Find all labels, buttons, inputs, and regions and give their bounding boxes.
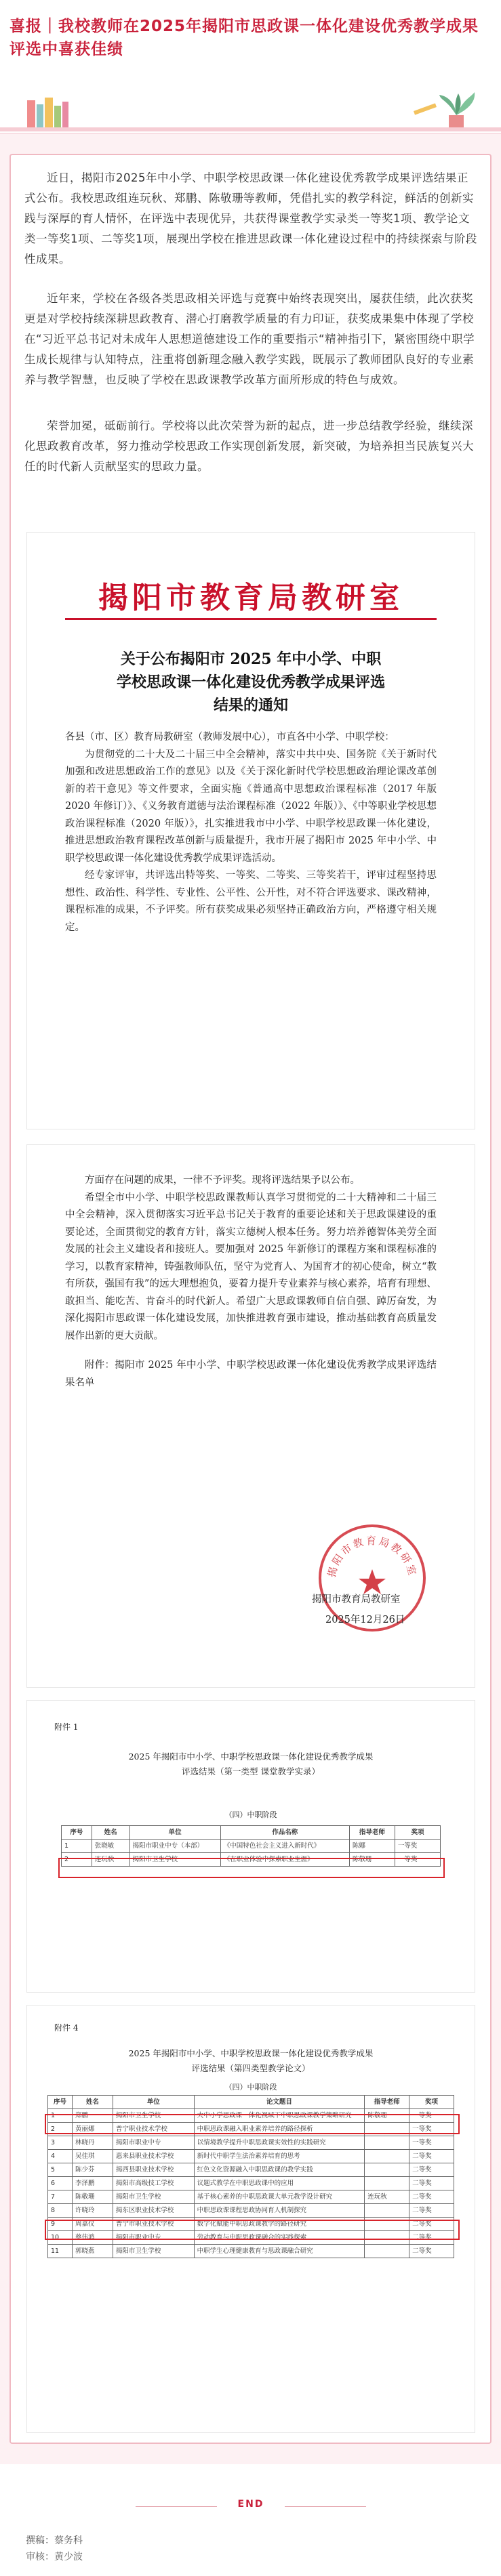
table-row bbox=[48, 2204, 454, 2218]
highlight-box bbox=[45, 2220, 460, 2240]
table-cell: 揭阳市职业中专 bbox=[113, 2136, 194, 2150]
notice-salutation: 各县（市、区）教育局教研室（教师发展中心），市直各中小学、中职学校： bbox=[65, 732, 395, 743]
table-cell: 11 bbox=[48, 2245, 73, 2258]
table-cell: 基于核心素养的中职思政课大单元教学设计研究 bbox=[194, 2190, 365, 2204]
author-label: 撰稿： bbox=[26, 2535, 54, 2546]
table-row bbox=[48, 2190, 454, 2204]
table-cell: 揭阳市卫生学校 bbox=[113, 2109, 194, 2123]
table-cell: 连玩秋 bbox=[365, 2190, 409, 2204]
notice-body-page-2 bbox=[65, 1172, 437, 1392]
table-header-row bbox=[62, 1826, 441, 1840]
table-cell: 揭阳市职业中专（本部） bbox=[129, 1840, 220, 1853]
table-header: 序号 bbox=[62, 1826, 92, 1840]
table-cell: 揭阳市卫生学校 bbox=[113, 2190, 194, 2204]
table-header: 单位 bbox=[113, 2096, 194, 2109]
attachment-4-title bbox=[68, 2046, 434, 2076]
table-cell: 议题式教学在中职思政课中的应用 bbox=[194, 2177, 365, 2190]
table-cell: 二等奖 bbox=[409, 2150, 454, 2163]
table-cell: 普宁市职业技术学校 bbox=[113, 2218, 194, 2231]
attachment-1-label: 附件 1 bbox=[54, 1722, 79, 1732]
table-cell: 一等奖 bbox=[409, 2136, 454, 2150]
table-cell: 劳动教育与中职思政课融合的实践探索 bbox=[194, 2231, 365, 2245]
table-cell: 揭西县职业技术学校 bbox=[113, 2163, 194, 2177]
attachment-1-title bbox=[68, 1749, 434, 1779]
pencil-icon bbox=[414, 103, 437, 115]
table-cell: 吴佳琪 bbox=[72, 2150, 113, 2163]
table-cell: 4 bbox=[48, 2150, 73, 2163]
books-icon bbox=[27, 98, 68, 127]
table-cell: 蔡伟鸿 bbox=[72, 2231, 113, 2245]
table-header: 指导老师 bbox=[365, 2096, 409, 2109]
reviewer-label: 审核： bbox=[26, 2552, 54, 2562]
table-cell: 二等奖 bbox=[409, 2177, 454, 2190]
attachment-1-page bbox=[27, 1701, 475, 1992]
attachment-4-title-line-2: 评选结果（第四类型教学论文） bbox=[191, 2063, 310, 2073]
notice-org-header: 揭阳市教育局教研室 bbox=[98, 581, 403, 615]
table-header: 论文题目 bbox=[194, 2096, 365, 2109]
table-cell: 中职学生心理健康教育与思政课融合研究 bbox=[194, 2245, 365, 2258]
end-label: END bbox=[237, 2499, 264, 2510]
table-cell: 二等奖 bbox=[409, 2190, 454, 2204]
attachment-1-title-line-2: 评选结果（第一类型 课堂教学实录） bbox=[182, 1766, 320, 1777]
end-divider-line bbox=[136, 2506, 217, 2507]
article-paragraph-1: 近日，揭阳市2025年中小学、中职学校思政课一体化建设优秀教学成果评选结果正式公布。我校思政组连玩秋、郑鹏、陈敬珊等教师，凭借扎实的教学科淀，鲜活的创新实践与深厚的育人情怀，在评选中表现优异，共获得课堂教学实录类一等奖1项、教学论文类一等奖1项、二等奖1项，展现出学校在推进思政课一体化建设过程中的持续探索与阶段性成果。 bbox=[24, 171, 477, 266]
table-row bbox=[48, 2177, 454, 2190]
highlight-box bbox=[58, 1858, 445, 1878]
notice-title-line-1: 关于公布揭阳市 2025 年中小学、中职 bbox=[120, 650, 382, 668]
table-row bbox=[48, 2136, 454, 2150]
notice-title-line-3: 结果的通知 bbox=[213, 697, 288, 714]
article-title: 喜报｜我校教师在2025年揭阳市思政课一体化建设优秀教学成果评选中喜获佳绩 bbox=[9, 18, 479, 58]
table-cell: 揭阳市职业中专 bbox=[113, 2231, 194, 2245]
attachment-4-page bbox=[27, 2006, 475, 2432]
table-cell: 数字化赋能中职思政课教学的路径研究 bbox=[194, 2218, 365, 2231]
notice-document-page-2 bbox=[27, 1145, 475, 1687]
table-cell bbox=[365, 2245, 409, 2258]
table-cell: 陈娜 bbox=[349, 1840, 395, 1853]
notice-paragraph-4: 希望全市中小学、中职学校思政课教师认真学习贯彻党的二十大精神和二十届三中全会精神，深入贯彻落实习近平总书记关于教育的重要论述和关于思政课建设的重要论述，全面贯彻党的教育方针，落实立德树人根本任务。努力培养德智体美劳全面发展的社会主义建设者和接班人。要加强对 2025 年新修订的课程方案和课程标准的学习，以教育家精神，铸强教师队伍，坚守为党育人、为国育才的初心使命，树立“教有所获，强国有我”的远大理想抱负，要着力提升专业素养与核心素养，培育有理想、敢担当、能吃苦、肯奋斗的时代新人。希望广大思政课教师自信自强、踔厉奋发，为深化揭阳市思政课一体化建设发展，加快推进教育强市建设，推动基础教育高质量发展作出新的更大贡献。 bbox=[65, 1192, 437, 1342]
table-cell: 陈敬珊 bbox=[365, 2109, 409, 2123]
table-cell: 中职思政课融入职业素养培养的路径探析 bbox=[194, 2123, 365, 2136]
author-name: 蔡务科 bbox=[54, 2535, 83, 2546]
attachment-4-title-line-1: 2025 年揭阳市中小学、中职学校思政课一体化建设优秀教学成果 bbox=[128, 2048, 374, 2058]
highlight-box bbox=[45, 2114, 460, 2134]
table-cell bbox=[365, 2150, 409, 2163]
header-red-rule bbox=[65, 618, 437, 620]
table-cell: 2 bbox=[62, 1853, 92, 1867]
table-cell: 以情境教学提升中职思政课实效性的实践研究 bbox=[194, 2136, 365, 2150]
table-cell: 5 bbox=[48, 2163, 73, 2177]
table-cell: 二等奖 bbox=[409, 2218, 454, 2231]
table-cell: 许晓玲 bbox=[72, 2204, 113, 2218]
table-cell: 一等奖 bbox=[395, 1840, 440, 1853]
plant-icon bbox=[439, 92, 475, 127]
table-cell: 揭阳市卫生学校 bbox=[113, 2245, 194, 2258]
table-cell: 郑鹏 bbox=[72, 2109, 113, 2123]
table-cell: 《中国特色社会主义进入新时代》 bbox=[220, 1840, 349, 1853]
table-cell bbox=[365, 2204, 409, 2218]
notice-document-page-1 bbox=[27, 533, 475, 1129]
table-cell: 连玩秋 bbox=[92, 1853, 129, 1867]
table-cell: 6 bbox=[48, 2177, 73, 2190]
notice-attachment-note: 附件：揭阳市 2025 年中小学、中职学校思政课一体化建设优秀教学成果评选结果名单 bbox=[65, 1360, 437, 1388]
table-cell: 一等奖 bbox=[395, 1853, 440, 1867]
table-cell: 中职思政课课程思政协同育人机制探究 bbox=[194, 2204, 365, 2218]
table-cell: 张晓敏 bbox=[92, 1840, 129, 1853]
table-row bbox=[48, 2150, 454, 2163]
attachment-1-title-line-1: 2025 年揭阳市中小学、中职学校思政课一体化建设优秀教学成果 bbox=[128, 1751, 374, 1762]
table-header: 姓名 bbox=[92, 1826, 129, 1840]
reviewer-name: 黄少波 bbox=[54, 2552, 83, 2562]
table-cell: 陈敬珊 bbox=[72, 2190, 113, 2204]
table-cell: 揭阳市卫生学校 bbox=[129, 1853, 220, 1867]
notice-title bbox=[75, 648, 427, 717]
table-cell: 大中小学思政课一体化视域下中职思政课教学策略研究 bbox=[194, 2109, 365, 2123]
article-paragraph-3: 荣誉加冕，砥砺前行。学校将以此次荣誉为新的起点，进一步总结教学经验，继续深化思政教育改革，努力推动学校思政工作实现创新发展，新突破，为培养担当民族复兴大任的时代新人贡献坚实的思政力量。 bbox=[24, 419, 474, 473]
table-cell: 一等奖 bbox=[409, 2109, 454, 2123]
article-paragraph-2: 近年来，学校在各级各类思政相关评选与竞赛中始终表现突出，屡获佳绩，此次获奖更是对学校持续深耕思政教育、潜心打磨教学质量的有力印证，获奖成果集中体现了学校在“习近平总书记对未成年人思想道德建设工作的重要指示“精神指引下，紧密围绕中职学生成长规律与认知特点，注重将创新理念融入教学实践，既展示了教师团队良好的专业素养与教学智慧，也反映了学校在思政课教学改革方面所形成的特色与成效。 bbox=[24, 292, 475, 386]
notice-paragraph-3: 方面存在问题的成果，一律不予评奖。现将评选结果予以公布。 bbox=[85, 1175, 360, 1186]
table-cell: 红色文化资源融入中职思政课的教学实践 bbox=[194, 2163, 365, 2177]
table-cell: 10 bbox=[48, 2231, 73, 2245]
table-cell: 二等奖 bbox=[409, 2163, 454, 2177]
notice-body-page-1 bbox=[65, 729, 437, 936]
table-cell: 新时代中职学生法治素养培育的思考 bbox=[194, 2150, 365, 2163]
table-row bbox=[48, 2245, 454, 2258]
table-header: 作品名称 bbox=[220, 1826, 349, 1840]
table-cell bbox=[365, 2177, 409, 2190]
notice-paragraph-1: 为贯彻党的二十大及二十届三中全会精神，落实中共中央、国务院《关于新时代加强和改进思想政治工作的意见》以及《关于深化新时代学校思想政治理论课改革创新的若干意见》等文件要求，全面实施《普通高中思想政治课程标准（2017 年版 2020 年修订）》、《义务教育道德与法治课程标准（2022 年版）》、《中等职业学校思想政治课程标准（2020 年版）》，扎实推进我市中小学、中职学校思政课一体化建设，推进思想政治教育课程改革创新与质量提升，我市开展了揭阳市 2025 年中小学、中职学校思政课一体化建设优秀教学成果评选活动。 bbox=[65, 749, 437, 864]
table-row bbox=[62, 1840, 441, 1853]
notice-title-line-2: 学校思政课一体化建设优秀教学成果评选 bbox=[116, 673, 385, 691]
table-cell: 揭东区职业技术学校 bbox=[113, 2204, 194, 2218]
table-cell: 黄丽娜 bbox=[72, 2123, 113, 2136]
table-cell: 二等奖 bbox=[409, 2245, 454, 2258]
end-divider-line bbox=[285, 2506, 366, 2507]
table-header: 指导老师 bbox=[349, 1826, 395, 1840]
table-cell: 李泽鹏 bbox=[72, 2177, 113, 2190]
table-header: 奖项 bbox=[395, 1826, 440, 1840]
end-divider bbox=[0, 2493, 501, 2520]
notice-signature: 揭阳市教育局教研室 bbox=[312, 1594, 401, 1605]
table-cell: 陈敬珊 bbox=[349, 1853, 395, 1867]
table-cell: 林晓丹 bbox=[72, 2136, 113, 2150]
table-cell: 普宁职业技术学校 bbox=[113, 2123, 194, 2136]
table-header: 单位 bbox=[129, 1826, 220, 1840]
table-cell: 8 bbox=[48, 2204, 73, 2218]
table-header: 序号 bbox=[48, 2096, 73, 2109]
table-cell: 9 bbox=[48, 2218, 73, 2231]
table-cell: 7 bbox=[48, 2190, 73, 2204]
table-header: 奖项 bbox=[409, 2096, 454, 2109]
svg-text:揭阳市教育局教研室: 揭阳市教育局教研室 bbox=[325, 1535, 420, 1579]
attachment-1-group: （四）中职阶段 bbox=[224, 1810, 277, 1819]
table-cell: 揭阳市高级技工学校 bbox=[113, 2177, 194, 2190]
table-header-row bbox=[48, 2096, 454, 2109]
attachment-4-group: （四）中职阶段 bbox=[224, 2083, 277, 2092]
table-cell: 3 bbox=[48, 2136, 73, 2150]
table-header: 姓名 bbox=[72, 2096, 113, 2109]
table-cell: 陈少芬 bbox=[72, 2163, 113, 2177]
table-cell: 一等奖 bbox=[409, 2123, 454, 2136]
table-cell: 1 bbox=[48, 2109, 73, 2123]
attachment-4-label: 附件 4 bbox=[54, 2023, 79, 2033]
notice-date: 2025年12月26日 bbox=[325, 1615, 405, 1625]
reviewer-credit bbox=[26, 2550, 83, 2564]
notice-paragraph-2: 经专家评审，共评选出特等奖、一等奖、二等奖、三等奖若干，评审过程坚持思想性、政治性、科学性、专业性、公平性、公开性，对不符合评选要求、课改精神，课程标准的成果，不予评奖。所有获奖成果必须坚持正确政治方向，严格遵守相关规定。 bbox=[65, 870, 437, 933]
table-cell: 周嘉仪 bbox=[72, 2218, 113, 2231]
table-cell: 郭晓燕 bbox=[72, 2245, 113, 2258]
table-cell: 2 bbox=[48, 2123, 73, 2136]
table-cell: 《在职业体验中探索职业生涯》 bbox=[220, 1853, 349, 1867]
table-cell bbox=[365, 2136, 409, 2150]
table-cell: 二等奖 bbox=[409, 2231, 454, 2245]
table-row bbox=[48, 2163, 454, 2177]
table-cell: 惠来县职业技术学校 bbox=[113, 2150, 194, 2163]
table-cell: 1 bbox=[62, 1840, 92, 1853]
table-cell: 二等奖 bbox=[409, 2204, 454, 2218]
table-cell bbox=[365, 2163, 409, 2177]
author-credit bbox=[26, 2534, 83, 2548]
